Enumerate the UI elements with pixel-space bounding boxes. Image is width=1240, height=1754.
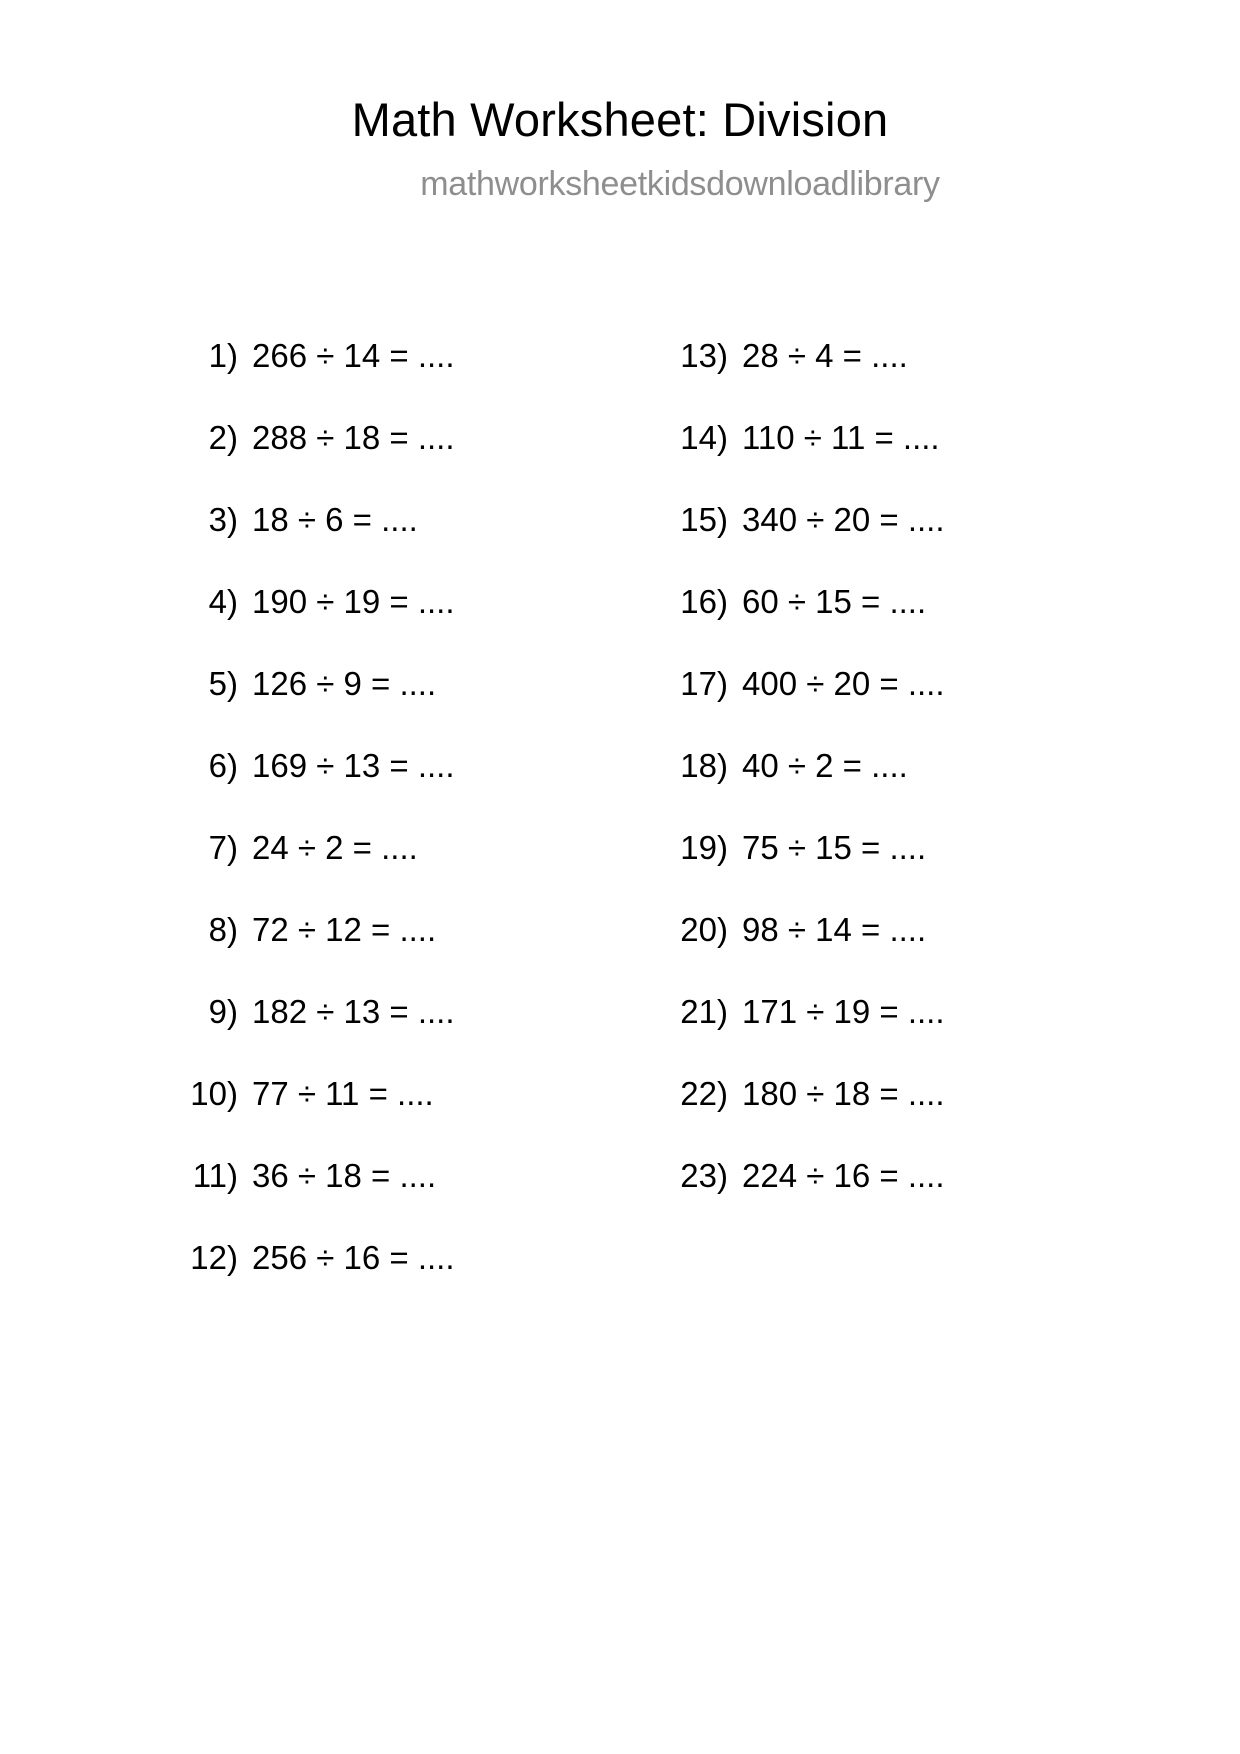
problem-expression: 340 ÷ 20 = .... (742, 501, 945, 538)
problem-item (180, 1053, 670, 1135)
problem-expression: 190 ÷ 19 = .... (252, 583, 455, 620)
problem-expression: 288 ÷ 18 = .... (252, 419, 455, 456)
problem-item (180, 971, 670, 1053)
problem-item (670, 561, 1110, 643)
problem-expression: 18 ÷ 6 = .... (252, 501, 418, 538)
problem-item (670, 1135, 1110, 1217)
problem-number: 2) (208, 419, 238, 456)
problem-number: 16) (680, 583, 728, 620)
problems-column-right (670, 315, 1110, 1299)
problem-number: 7) (208, 829, 238, 866)
problems-column-left (180, 315, 670, 1299)
problem-number: 21) (680, 993, 728, 1030)
problem-number: 17) (680, 665, 728, 702)
problem-item (180, 315, 670, 397)
problem-item (670, 889, 1110, 971)
problem-number: 6) (208, 747, 238, 784)
problem-expression: 36 ÷ 18 = .... (252, 1157, 437, 1194)
problem-number: 19) (680, 829, 728, 866)
problem-number: 4) (208, 583, 238, 620)
page-subtitle: mathworksheetkidsdownloadlibrary (420, 165, 940, 203)
problem-item (180, 889, 670, 971)
problem-expression: 169 ÷ 13 = .... (252, 747, 455, 784)
problem-item (670, 1053, 1110, 1135)
problem-item (670, 315, 1110, 397)
problem-expression: 266 ÷ 14 = .... (252, 337, 455, 374)
problem-expression: 60 ÷ 15 = .... (742, 583, 927, 620)
problem-expression: 171 ÷ 19 = .... (742, 993, 945, 1030)
problem-item (670, 971, 1110, 1053)
problem-item (180, 561, 670, 643)
problem-item (670, 807, 1110, 889)
problem-item (180, 807, 670, 889)
problem-expression: 28 ÷ 4 = .... (742, 337, 908, 374)
problem-number: 9) (208, 993, 238, 1030)
problem-item (180, 397, 670, 479)
problem-item (180, 643, 670, 725)
problem-item (180, 1217, 670, 1299)
problem-expression: 180 ÷ 18 = .... (742, 1075, 945, 1112)
problem-number: 8) (208, 911, 238, 948)
problem-item (180, 1135, 670, 1217)
problem-expression: 77 ÷ 11 = .... (252, 1075, 434, 1112)
problem-item (670, 479, 1110, 561)
problems-container (0, 315, 1240, 1299)
problem-number: 15) (680, 501, 728, 538)
problem-expression: 182 ÷ 13 = .... (252, 993, 455, 1030)
problem-expression: 110 ÷ 11 = .... (742, 419, 940, 456)
problem-expression: 98 ÷ 14 = .... (742, 911, 927, 948)
problem-item (670, 397, 1110, 479)
problem-number: 18) (680, 747, 728, 784)
problem-number: 20) (680, 911, 728, 948)
problem-number: 14) (680, 419, 728, 456)
problem-number: 22) (680, 1075, 728, 1112)
problem-expression: 256 ÷ 16 = .... (252, 1239, 455, 1276)
problem-number: 10) (190, 1075, 238, 1112)
problem-number: 12) (190, 1239, 238, 1276)
problem-item (180, 725, 670, 807)
problem-number: 3) (208, 501, 238, 538)
problem-expression: 72 ÷ 12 = .... (252, 911, 437, 948)
problem-expression: 75 ÷ 15 = .... (742, 829, 927, 866)
problem-number: 1) (208, 337, 238, 374)
problem-number: 5) (208, 665, 238, 702)
problem-number: 23) (680, 1157, 728, 1194)
problem-item (670, 725, 1110, 807)
problem-number: 13) (680, 337, 728, 374)
problem-expression: 126 ÷ 9 = .... (252, 665, 437, 702)
problem-item (180, 479, 670, 561)
problem-expression: 400 ÷ 20 = .... (742, 665, 945, 702)
page-title: Math Worksheet: Division (351, 93, 889, 146)
problem-number: 11) (192, 1157, 238, 1194)
problem-expression: 24 ÷ 2 = .... (252, 829, 418, 866)
problem-expression: 40 ÷ 2 = .... (742, 747, 908, 784)
problem-item (670, 643, 1110, 725)
problem-expression: 224 ÷ 16 = .... (742, 1157, 945, 1194)
